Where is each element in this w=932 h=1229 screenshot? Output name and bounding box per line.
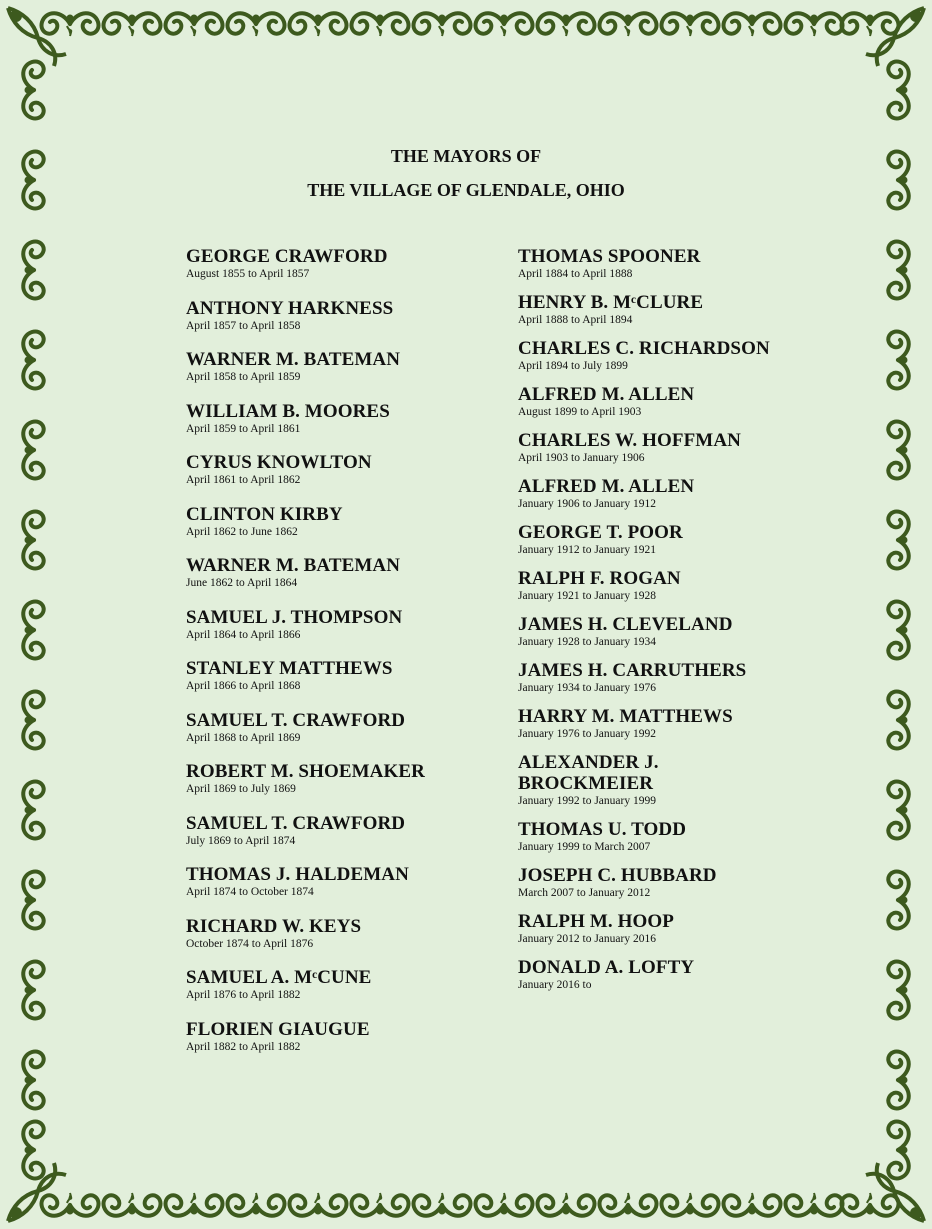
mayor-term: April 1884 to April 1888: [518, 268, 633, 280]
mayor-entry: [518, 752, 848, 808]
mayor-term: January 1928 to January 1934: [518, 636, 656, 648]
mayor-term: July 1869 to April 1874: [186, 834, 296, 847]
mayor-entry: [518, 568, 848, 603]
mayor-term: April 1861 to April 1862: [186, 474, 301, 486]
mayor-term: April 1857 to April 1858: [186, 319, 301, 332]
mayor-name: ROBERT M. SHOEMAKER: [186, 761, 425, 782]
mayor-term: January 1921 to January 1928: [518, 590, 656, 602]
mayor-entry: [186, 452, 506, 504]
mayor-entry: [186, 504, 506, 556]
mayor-name: CLINTON KIRBY: [186, 503, 343, 525]
mayor-name: THOMAS J. HALDEMAN: [186, 864, 409, 885]
mayor-name: WARNER M. BATEMAN: [186, 349, 401, 370]
mayor-term: October 1874 to April 1876: [186, 937, 314, 950]
mayor-entry: [186, 864, 506, 916]
mayor-entry: [186, 607, 506, 659]
page-subtitle: THE VILLAGE OF GLENDALE, OHIO: [307, 180, 625, 200]
mayor-entry: [186, 967, 506, 1019]
mayor-term: April 1866 to April 1868: [186, 680, 301, 692]
mayor-name: JOSEPH C. HUBBARD: [518, 865, 717, 886]
mayor-entry: [186, 246, 506, 298]
mayor-name: ALFRED M. ALLEN: [518, 384, 695, 405]
mayor-name: HARRY M. MATTHEWS: [518, 706, 733, 727]
mayor-term: April 1874 to October 1874: [186, 886, 314, 898]
mayor-entry: [518, 338, 848, 373]
mayor-name: THOMAS U. TODD: [518, 819, 687, 840]
mayor-entry: [186, 1019, 506, 1071]
page-title: THE MAYORS OF: [390, 146, 542, 166]
mayor-entry: [518, 706, 848, 741]
mayor-term: January 2016 to: [518, 979, 592, 991]
mayor-term: January 1976 to January 1992: [518, 728, 656, 740]
mayor-term: April 1859 to April 1861: [186, 422, 301, 435]
mayor-entry: [518, 292, 848, 327]
mayors-list-right: [518, 246, 848, 1003]
mayor-name: DONALD A. LOFTY: [518, 957, 695, 978]
mayor-term: August 1855 to April 1857: [186, 268, 310, 280]
mayor-name: SAMUEL T. CRAWFORD: [186, 709, 406, 731]
mayor-name: ANTHONY HARKNESS: [186, 297, 394, 319]
mayor-entry: [186, 555, 506, 607]
mayor-entry: [186, 813, 506, 865]
mayor-term: January 2012 to January 2016: [518, 933, 656, 945]
mayor-name: ALEXANDER J.: [518, 752, 659, 773]
mayor-term: January 1912 to January 1921: [518, 544, 656, 556]
mayor-name: FLORIEN GIAUGUE: [186, 1018, 370, 1040]
mayor-entry: [186, 916, 506, 968]
mayor-term: April 1882 to April 1882: [186, 1040, 301, 1053]
mayor-name: SAMUEL T. CRAWFORD: [186, 812, 406, 834]
mayor-term: March 2007 to January 2012: [518, 887, 651, 899]
mayor-term: January 1999 to March 2007: [518, 841, 651, 853]
mayor-entry: [518, 660, 848, 695]
mayor-entry: [518, 957, 848, 992]
mayor-term: April 1888 to April 1894: [518, 314, 633, 326]
mayor-name: GEORGE T. POOR: [518, 522, 683, 543]
mayor-entry: [518, 384, 848, 419]
mayor-entry: [518, 911, 848, 946]
mayor-name: STANLEY MATTHEWS: [186, 658, 393, 679]
mayor-term: January 1992 to January 1999: [518, 795, 656, 807]
mayor-name: CYRUS KNOWLTON: [186, 452, 372, 473]
mayor-term: April 1862 to June 1862: [186, 525, 298, 538]
mayor-entry: [518, 865, 848, 900]
mayor-name: RALPH M. HOOP: [518, 911, 674, 932]
mayor-term: January 1906 to January 1912: [518, 498, 656, 510]
mayor-name: RALPH F. ROGAN: [518, 568, 681, 589]
mayor-term: April 1894 to July 1899: [518, 360, 628, 372]
mayor-entry: [186, 710, 506, 762]
mayor-name: CHARLES W. HOFFMAN: [518, 430, 741, 451]
mayor-name: JAMES H. CLEVELAND: [518, 614, 733, 635]
mayor-name-line2: BROCKMEIER: [518, 773, 654, 794]
mayor-entry: [518, 819, 848, 854]
mayor-entry: [186, 298, 506, 350]
mayor-term: April 1864 to April 1866: [186, 628, 301, 641]
mayor-entry: [518, 614, 848, 649]
mayor-name: GEORGE CRAWFORD: [186, 246, 388, 267]
mayor-term: April 1868 to April 1869: [186, 731, 301, 744]
mayor-entry: [186, 401, 506, 453]
mayor-term: June 1862 to April 1864: [186, 577, 298, 589]
mayor-name: RICHARD W. KEYS: [186, 915, 362, 937]
mayor-term: January 1934 to January 1976: [518, 682, 656, 694]
mayor-name: SAMUEL J. THOMPSON: [186, 606, 403, 628]
mayors-list-left: [186, 246, 506, 1070]
mayor-entry: [518, 430, 848, 465]
mayor-term: April 1869 to July 1869: [186, 783, 296, 795]
mayor-name: WARNER M. BATEMAN: [186, 555, 401, 576]
mayor-entry: [186, 658, 506, 710]
mayor-name: CHARLES C. RICHARDSON: [518, 338, 770, 359]
mayor-entry: [518, 476, 848, 511]
mayor-name: ALFRED M. ALLEN: [518, 476, 695, 497]
mayor-term: April 1858 to April 1859: [186, 371, 301, 383]
mayor-name: WILLIAM B. MOORES: [186, 400, 390, 422]
mayor-entry: [186, 349, 506, 401]
mayor-entry: [518, 522, 848, 557]
mayor-entry: [186, 761, 506, 813]
mayor-name: SAMUEL A. MᶜCUNE: [186, 967, 372, 988]
mayor-entry: [518, 246, 848, 281]
mayor-term: August 1899 to April 1903: [518, 406, 642, 418]
mayor-name: HENRY B. MᶜCLURE: [518, 292, 704, 313]
mayor-name: THOMAS SPOONER: [518, 246, 701, 267]
mayor-term: April 1876 to April 1882: [186, 989, 301, 1001]
mayor-name: JAMES H. CARRUTHERS: [518, 660, 747, 681]
mayor-term: April 1903 to January 1906: [518, 452, 645, 464]
